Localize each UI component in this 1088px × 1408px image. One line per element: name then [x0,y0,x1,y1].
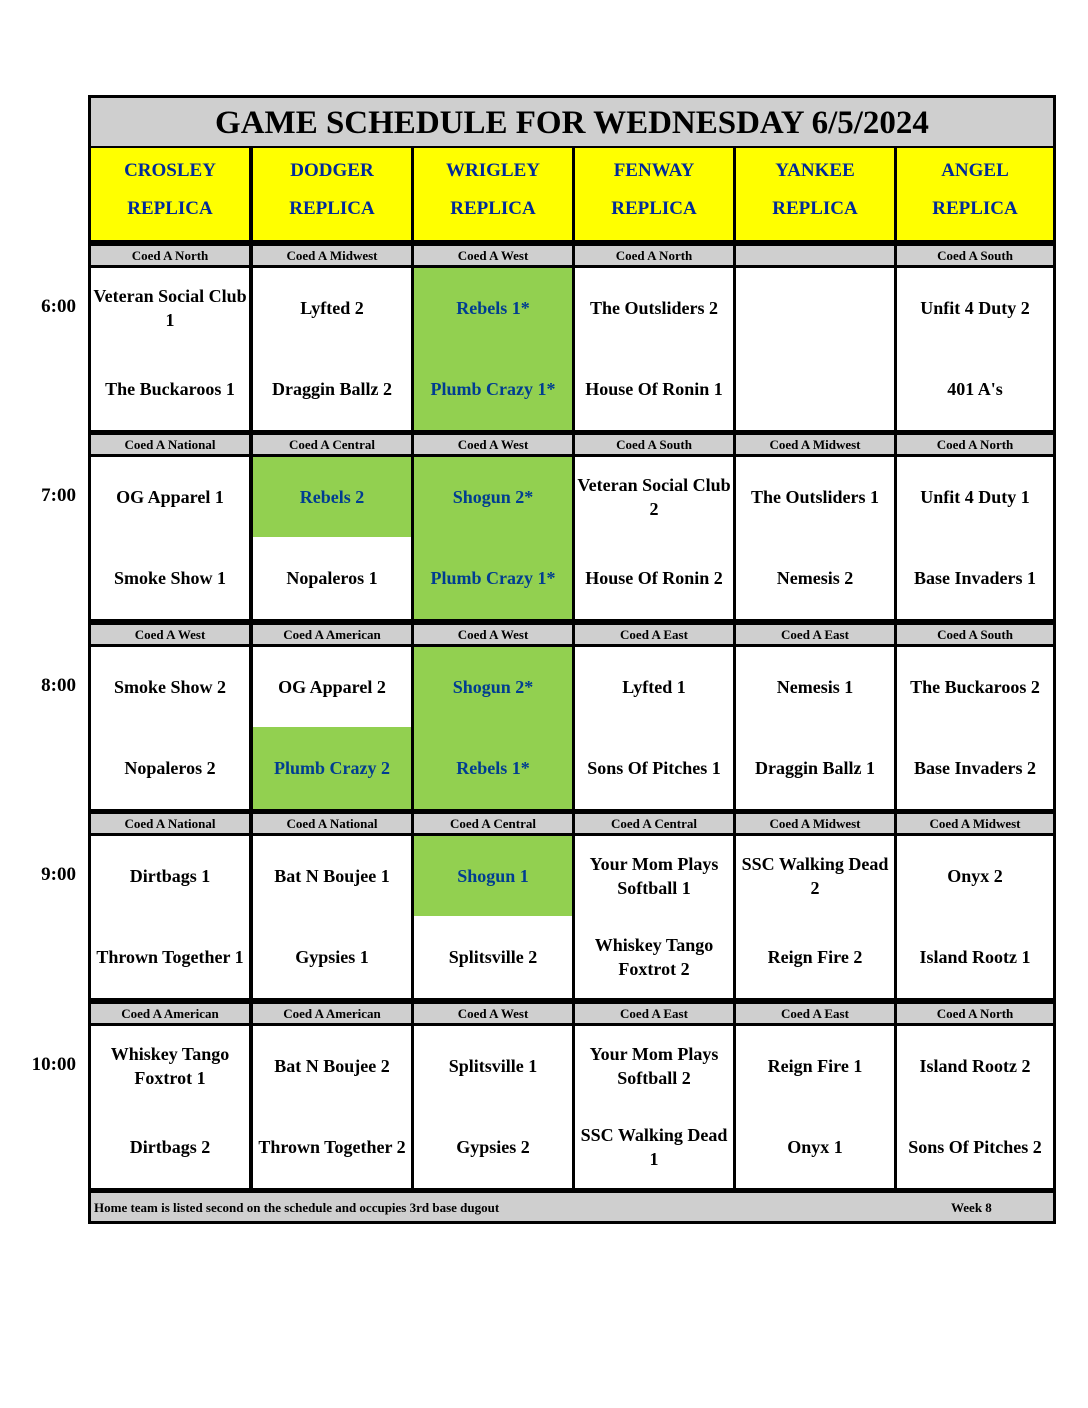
away-team: Shogun 2* [414,457,572,537]
away-team [736,268,894,348]
field-subtitle: REPLICA [127,198,213,219]
home-team: The Buckaroos 1 [91,348,249,430]
away-team: Reign Fire 1 [736,1026,894,1106]
home-team: Draggin Ballz 1 [736,727,894,809]
field-name: DODGER [290,160,374,181]
field-name: FENWAY [613,160,695,181]
away-team: Bat N Boujee 2 [253,1026,411,1106]
field-subtitle: REPLICA [289,198,375,219]
division-label: Coed A South [575,435,733,454]
home-team: Onyx 1 [736,1106,894,1188]
home-team: Gypsies 2 [414,1106,572,1188]
time-label: 8:00 [41,675,76,696]
field-name: CROSLEY [124,160,216,181]
division-label: Coed A West [414,246,572,265]
time-label: 10:00 [31,1054,76,1075]
away-team: Shogun 1 [414,836,572,916]
home-team: Island Rootz 1 [897,916,1053,998]
division-label: Coed A Midwest [736,814,894,833]
division-label: Coed A National [91,435,249,454]
division-label: Coed A South [897,246,1053,265]
home-team: Thrown Together 2 [253,1106,411,1188]
home-team [736,348,894,430]
division-label: Coed A South [897,625,1053,644]
time-label: 6:00 [41,296,76,317]
home-team: Whiskey Tango Foxtrot 2 [575,916,733,998]
division-label: Coed A Central [414,814,572,833]
division-label: Coed A North [897,435,1053,454]
home-team: Draggin Ballz 2 [253,348,411,430]
division-label: Coed A East [575,625,733,644]
field-header [736,148,894,240]
away-team: Island Rootz 2 [897,1026,1053,1106]
field-subtitle: REPLICA [932,198,1018,219]
division-label: Coed A West [414,1004,572,1023]
home-team: Nemesis 2 [736,537,894,619]
home-team: Rebels 1* [414,727,572,809]
away-team: Lyfted 1 [575,647,733,727]
division-label: Coed A East [736,1004,894,1023]
schedule-title: GAME SCHEDULE FOR WEDNESDAY 6/5/2024 [91,98,1053,146]
away-team: OG Apparel 2 [253,647,411,727]
schedule-sheet [88,95,1056,1224]
away-team: Your Mom Plays Softball 1 [575,836,733,916]
home-team: Reign Fire 2 [736,916,894,998]
away-team: Veteran Social Club 1 [91,268,249,348]
division-label: Coed A North [897,1004,1053,1023]
time-label: 7:00 [41,485,76,506]
field-header [253,148,411,240]
division-label: Coed A West [414,435,572,454]
home-team: Nopaleros 2 [91,727,249,809]
division-label: Coed A Central [253,435,411,454]
week-label: Week 8 [951,1200,992,1215]
away-team: Veteran Social Club 2 [575,457,733,537]
home-team: Plumb Crazy 1* [414,537,572,619]
home-team: Gypsies 1 [253,916,411,998]
division-label: Coed A National [253,814,411,833]
away-team: The Outsliders 1 [736,457,894,537]
away-team: Rebels 2 [253,457,411,537]
home-team: Plumb Crazy 2 [253,727,411,809]
division-label: Coed A American [91,1004,249,1023]
home-team: 401 A's [897,348,1053,430]
home-team: Thrown Together 1 [91,916,249,998]
home-team: SSC Walking Dead 1 [575,1106,733,1188]
time-label: 9:00 [41,864,76,885]
away-team: Dirtbags 1 [91,836,249,916]
field-subtitle: REPLICA [772,198,858,219]
division-label: Coed A Midwest [897,814,1053,833]
home-team: Base Invaders 2 [897,727,1053,809]
away-team: Your Mom Plays Softball 2 [575,1026,733,1106]
home-team: Splitsville 2 [414,916,572,998]
away-team: Unfit 4 Duty 1 [897,457,1053,537]
home-team: House Of Ronin 1 [575,348,733,430]
division-label: Coed A East [736,625,894,644]
home-team: Base Invaders 1 [897,537,1053,619]
field-header [414,148,572,240]
away-team: Shogun 2* [414,647,572,727]
division-label: Coed A Midwest [253,246,411,265]
away-team: Bat N Boujee 1 [253,836,411,916]
division-label: Coed A North [91,246,249,265]
away-team: Lyfted 2 [253,268,411,348]
away-team: OG Apparel 1 [91,457,249,537]
field-header [575,148,733,240]
away-team: The Outsliders 2 [575,268,733,348]
home-team: Dirtbags 2 [91,1106,249,1188]
away-team: Nemesis 1 [736,647,894,727]
home-team: House Of Ronin 2 [575,537,733,619]
home-team: Plumb Crazy 1* [414,348,572,430]
away-team: Whiskey Tango Foxtrot 1 [91,1026,249,1106]
field-name: YANKEE [775,160,855,181]
division-label: Coed A American [253,625,411,644]
division-label: Coed A West [414,625,572,644]
division-label [736,246,894,265]
division-label: Coed A Central [575,814,733,833]
home-team: Sons Of Pitches 2 [897,1106,1053,1188]
away-team: Unfit 4 Duty 2 [897,268,1053,348]
footer-note: Home team is listed second on the schedule and occupies 3rd base dugout [94,1200,500,1215]
away-team: SSC Walking Dead 2 [736,836,894,916]
field-header [91,148,249,240]
division-label: Coed A Midwest [736,435,894,454]
home-team: Sons Of Pitches 1 [575,727,733,809]
field-name: ANGEL [941,160,1009,181]
footer-bar [91,1193,1053,1221]
away-team: Splitsville 1 [414,1026,572,1106]
home-team: Smoke Show 1 [91,537,249,619]
away-team: Smoke Show 2 [91,647,249,727]
field-subtitle: REPLICA [611,198,697,219]
division-label: Coed A American [253,1004,411,1023]
away-team: Onyx 2 [897,836,1053,916]
field-header [897,148,1053,240]
field-name: WRIGLEY [446,160,540,181]
division-label: Coed A National [91,814,249,833]
field-subtitle: REPLICA [450,198,536,219]
home-team: Nopaleros 1 [253,537,411,619]
division-label: Coed A East [575,1004,733,1023]
division-label: Coed A North [575,246,733,265]
division-label: Coed A West [91,625,249,644]
away-team: Rebels 1* [414,268,572,348]
away-team: The Buckaroos 2 [897,647,1053,727]
